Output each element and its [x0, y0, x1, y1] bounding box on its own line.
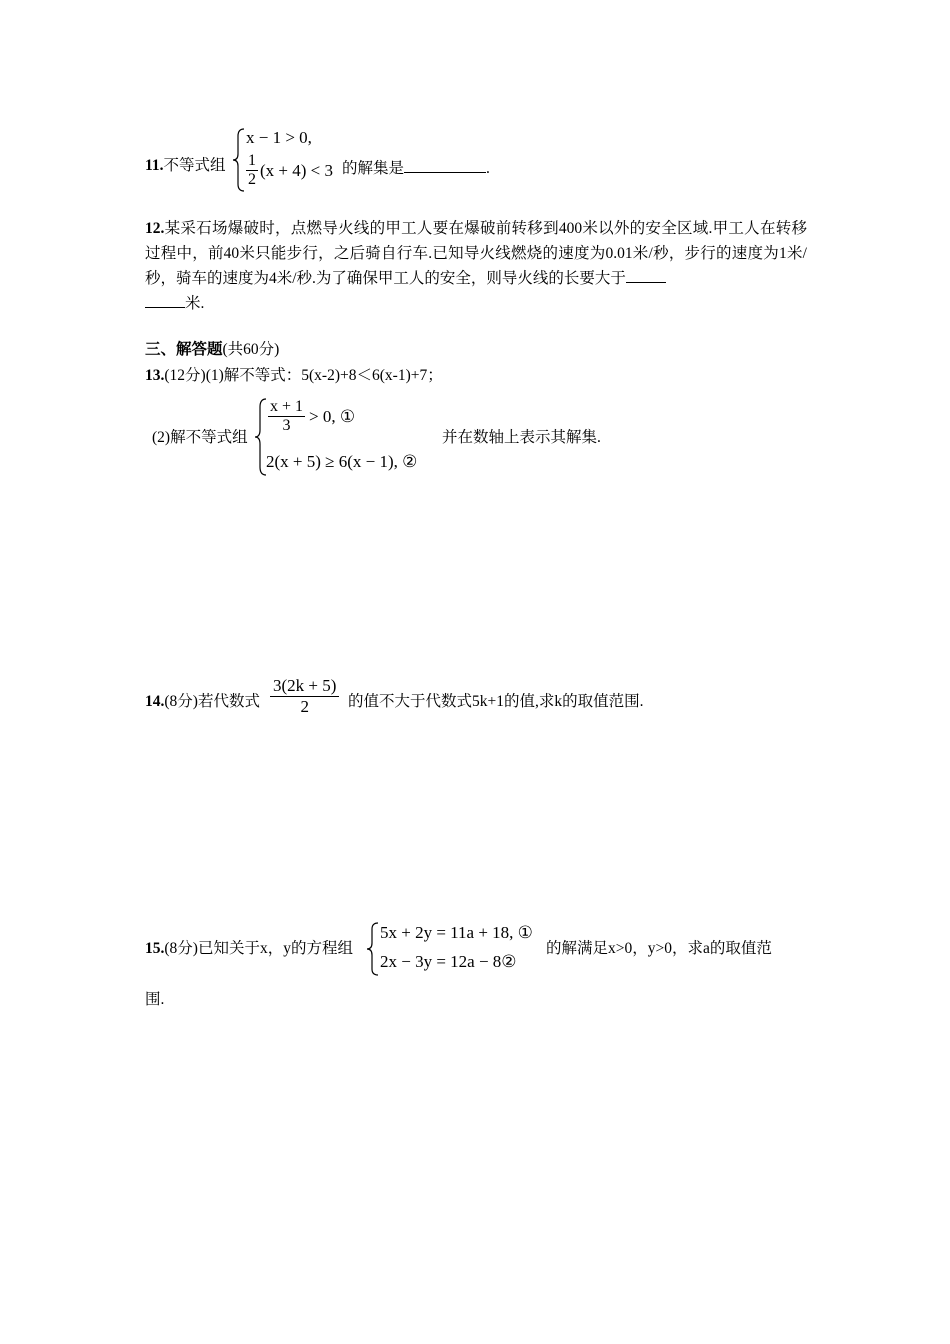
q15-line2: 2x − 3y = 12a − 8② — [380, 952, 517, 971]
q15-number: 15. — [145, 940, 165, 957]
q15-continuation: 围. — [145, 991, 165, 1008]
section-3-header — [145, 340, 279, 360]
q14-suffix: 的值不大于代数式5k+1的值,求k的取值范围. — [348, 693, 644, 710]
q12-answer-blank-1[interactable] — [626, 266, 666, 283]
q13-frac-den: 3 — [268, 416, 305, 435]
q13-line2: 2(x + 5) ≥ 6(x − 1), ② — [266, 452, 418, 471]
q11-line2-expr: (x + 4) < 3 — [260, 160, 333, 180]
section-3-score: (共60分) — [222, 341, 280, 358]
q14-frac — [270, 676, 339, 717]
q11-frac-num: 1 — [248, 152, 256, 169]
q15-line1: 5x + 2y = 11a + 18, ① — [380, 923, 533, 942]
q11-suffix: 的解集是 — [342, 160, 405, 177]
q13-part1: (12分)(1)解不等式：5(x-2)+8＜6(x-1)+7； — [164, 367, 443, 384]
q13-line1-rest: > 0, ① — [309, 406, 356, 426]
q14-prefix: (8分)若代数式 — [164, 693, 260, 710]
q15-prefix-wrap — [145, 939, 353, 959]
q15-brace — [366, 922, 380, 976]
q12-paragraph — [145, 216, 807, 316]
q14-prefix-wrap — [145, 692, 260, 712]
q14-frac-num: 3(2k + 5) — [273, 676, 337, 695]
q11-answer-blank[interactable] — [404, 156, 486, 173]
q13-part1-line — [145, 366, 443, 386]
q11-label — [145, 156, 226, 176]
q11-brace — [232, 128, 246, 192]
q11-prefix: 不等式组 — [163, 157, 226, 174]
q13-line1 — [268, 398, 355, 435]
q13-frac-num: x + 1 — [270, 398, 304, 415]
q11-line1: x − 1 > 0, — [246, 128, 312, 147]
q15-prefix: (8分)已知关于x，y的方程组 — [164, 940, 353, 957]
q11-suffix-wrap — [342, 156, 490, 179]
q11-fraction — [246, 152, 258, 189]
q11-frac-den: 2 — [248, 171, 256, 188]
q13-fraction — [268, 398, 305, 435]
q11-line2 — [246, 152, 333, 189]
q14-number: 14. — [145, 693, 165, 710]
q15-suffix: 的解满足x>0，y>0，求a的取值范 — [546, 940, 772, 957]
q12-end: 米. — [185, 295, 205, 312]
q14-frac-den: 2 — [270, 696, 339, 717]
q12-text: 某采石场爆破时，点燃导火线的甲工人要在爆破前转移到400米以外的安全区域.甲工人在转移过程中，前40米只能步行，之后骑自行车.已知导火线燃烧的速度为0.01米/秒，步行的速度为1米/秒，骑车的速度为4米/秒.为了确保甲工人的安全，则导火线的长要大于 — [145, 220, 807, 287]
q13-part2-prefix: (2)解不等式组 — [152, 429, 248, 446]
q12-answer-blank-2[interactable] — [145, 291, 185, 308]
q11-end: . — [486, 160, 490, 177]
q13-number: 13. — [145, 367, 165, 384]
q11-number: 11. — [145, 157, 164, 174]
section-3-title: 三、解答题 — [145, 341, 223, 358]
q13-part2-suffix: 并在数轴上表示其解集. — [442, 429, 601, 446]
q12-number: 12. — [145, 220, 165, 237]
q14-fraction — [270, 676, 339, 717]
